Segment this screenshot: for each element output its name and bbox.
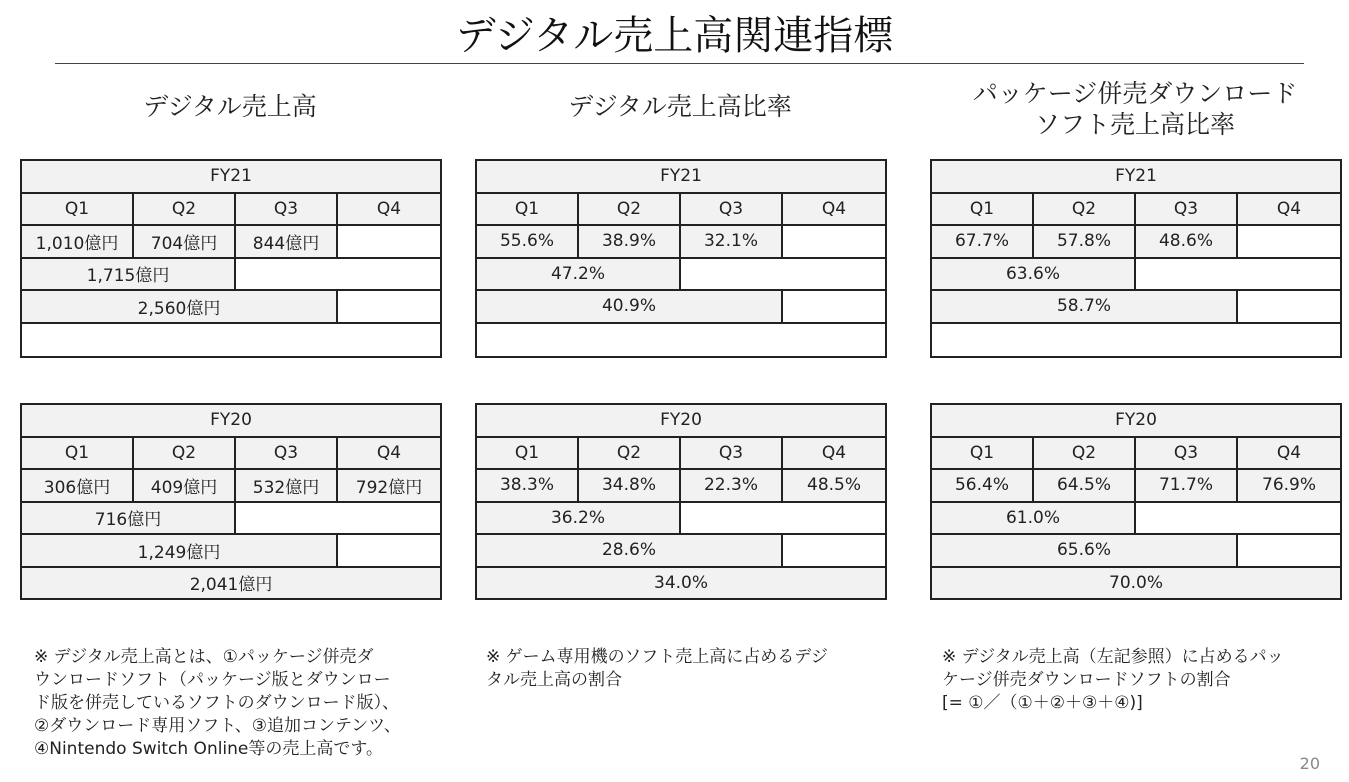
- quarter-header: Q4: [782, 193, 886, 226]
- quarter-value: 55.6%: [476, 225, 578, 258]
- note-package-dl-ratio: [942, 646, 1342, 715]
- half-year-value: 47.2%: [476, 258, 680, 291]
- quarter-value: 704億円: [133, 225, 235, 258]
- note-line: ※ デジタル売上高とは、①パッケージ併売ダ: [34, 647, 374, 667]
- note-line: ウンロードソフト（パッケージ版とダウンロー: [34, 670, 391, 690]
- fiscal-year-header: FY20: [931, 404, 1341, 437]
- fiscal-year-header: FY20: [476, 404, 886, 437]
- note-line: [= ①／（①＋②＋③＋④)]: [942, 693, 1143, 713]
- quarter-header: Q3: [680, 193, 782, 226]
- quarter-value: [782, 225, 886, 258]
- full-year-value: [476, 323, 886, 357]
- half-year-value: 36.2%: [476, 502, 680, 535]
- empty-cell: [235, 502, 441, 535]
- full-year-value: 34.0%: [476, 567, 886, 600]
- note-digital-ratio: [486, 646, 886, 692]
- fiscal-year-header: FY21: [931, 160, 1341, 193]
- quarter-value: [1237, 225, 1341, 258]
- heading-line: デジタル売上高: [143, 92, 317, 121]
- quarter-value: 76.9%: [1237, 469, 1341, 502]
- quarter-header: Q1: [21, 437, 133, 470]
- full-year-value: [931, 323, 1341, 357]
- empty-cell: [680, 258, 886, 291]
- quarter-header: Q1: [931, 437, 1033, 470]
- quarter-header: Q2: [578, 193, 680, 226]
- heading-digital-ratio: [475, 91, 885, 122]
- half-year-value: 716億円: [21, 502, 235, 535]
- nine-month-value: 65.6%: [931, 534, 1237, 567]
- quarter-header: Q2: [578, 437, 680, 470]
- empty-cell: [680, 502, 886, 535]
- quarter-header: Q1: [476, 437, 578, 470]
- quarter-value: 34.8%: [578, 469, 680, 502]
- quarter-value: 792億円: [337, 469, 441, 502]
- quarter-value: 38.9%: [578, 225, 680, 258]
- empty-cell: [337, 290, 441, 323]
- title-divider: [55, 63, 1304, 64]
- empty-cell: [1237, 534, 1341, 567]
- note-line: タル売上高の割合: [486, 670, 622, 690]
- quarter-value: 71.7%: [1135, 469, 1237, 502]
- note-line: ④Nintendo Switch Online等の売上高です。: [34, 739, 384, 759]
- empty-cell: [337, 534, 441, 567]
- empty-cell: [235, 258, 441, 291]
- quarter-header: Q2: [1033, 193, 1135, 226]
- nine-month-value: 28.6%: [476, 534, 782, 567]
- quarter-value: 57.8%: [1033, 225, 1135, 258]
- quarter-header: Q2: [133, 193, 235, 226]
- empty-cell: [1237, 290, 1341, 323]
- quarter-header: Q3: [235, 437, 337, 470]
- note-line: ド版を併売しているソフトのダウンロード版）、: [34, 693, 400, 713]
- quarter-header: Q3: [1135, 193, 1237, 226]
- half-year-value: 61.0%: [931, 502, 1135, 535]
- quarter-header: Q4: [1237, 437, 1341, 470]
- quarter-value: 48.6%: [1135, 225, 1237, 258]
- quarter-header: Q2: [1033, 437, 1135, 470]
- quarter-value: 532億円: [235, 469, 337, 502]
- heading-line: デジタル売上高比率: [568, 92, 792, 121]
- table-digital-sales-fy21: [20, 159, 442, 358]
- quarter-header: Q4: [337, 193, 441, 226]
- note-digital-sales: [34, 646, 454, 761]
- note-line: ②ダウンロード専用ソフト、③追加コンテンツ、: [34, 716, 401, 736]
- quarter-value: 306億円: [21, 469, 133, 502]
- quarter-header: Q2: [133, 437, 235, 470]
- quarter-header: Q4: [782, 437, 886, 470]
- quarter-value: 1,010億円: [21, 225, 133, 258]
- half-year-value: 1,715億円: [21, 258, 235, 291]
- quarter-header: Q1: [931, 193, 1033, 226]
- quarter-value: 22.3%: [680, 469, 782, 502]
- quarter-value: 409億円: [133, 469, 235, 502]
- half-year-value: 63.6%: [931, 258, 1135, 291]
- nine-month-value: 40.9%: [476, 290, 782, 323]
- quarter-value: 32.1%: [680, 225, 782, 258]
- full-year-value: 2,041億円: [21, 567, 441, 600]
- full-year-value: [21, 323, 441, 357]
- page-title: デジタル売上高関連指標: [455, 13, 894, 59]
- fiscal-year-header: FY21: [21, 160, 441, 193]
- quarter-value: 38.3%: [476, 469, 578, 502]
- heading-digital-sales: [20, 91, 440, 122]
- table-package-dl-ratio-fy20: [930, 403, 1342, 600]
- quarter-header: Q3: [680, 437, 782, 470]
- full-year-value: 70.0%: [931, 567, 1341, 600]
- quarter-header: Q4: [1237, 193, 1341, 226]
- table-digital-sales-fy20: [20, 403, 442, 600]
- nine-month-value: 1,249億円: [21, 534, 337, 567]
- heading-line: ソフト売上高比率: [1034, 110, 1235, 139]
- quarter-header: Q1: [476, 193, 578, 226]
- quarter-value: 48.5%: [782, 469, 886, 502]
- quarter-value: [337, 225, 441, 258]
- heading-line: パッケージ併売ダウンロード: [972, 79, 1298, 108]
- quarter-value: 844億円: [235, 225, 337, 258]
- quarter-header: Q1: [21, 193, 133, 226]
- quarter-header: Q3: [235, 193, 337, 226]
- empty-cell: [782, 534, 886, 567]
- table-digital-ratio-fy20: [475, 403, 887, 600]
- empty-cell: [782, 290, 886, 323]
- note-line: ケージ併売ダウンロードソフトの割合: [942, 670, 1231, 690]
- nine-month-value: 58.7%: [931, 290, 1237, 323]
- fiscal-year-header: FY20: [21, 404, 441, 437]
- heading-package-dl-ratio: [930, 78, 1340, 140]
- table-package-dl-ratio-fy21: [930, 159, 1342, 358]
- quarter-header: Q3: [1135, 437, 1237, 470]
- quarter-value: 67.7%: [931, 225, 1033, 258]
- fiscal-year-header: FY21: [476, 160, 886, 193]
- note-line: ※ ゲーム専用機のソフト売上高に占めるデジ: [486, 647, 828, 667]
- quarter-value: 56.4%: [931, 469, 1033, 502]
- empty-cell: [1135, 502, 1341, 535]
- table-digital-ratio-fy21: [475, 159, 887, 358]
- note-line: ※ デジタル売上高（左記参照）に占めるパッ: [942, 647, 1284, 667]
- quarter-header: Q4: [337, 437, 441, 470]
- page-number: 20: [1299, 754, 1320, 773]
- nine-month-value: 2,560億円: [21, 290, 337, 323]
- quarter-value: 64.5%: [1033, 469, 1135, 502]
- empty-cell: [1135, 258, 1341, 291]
